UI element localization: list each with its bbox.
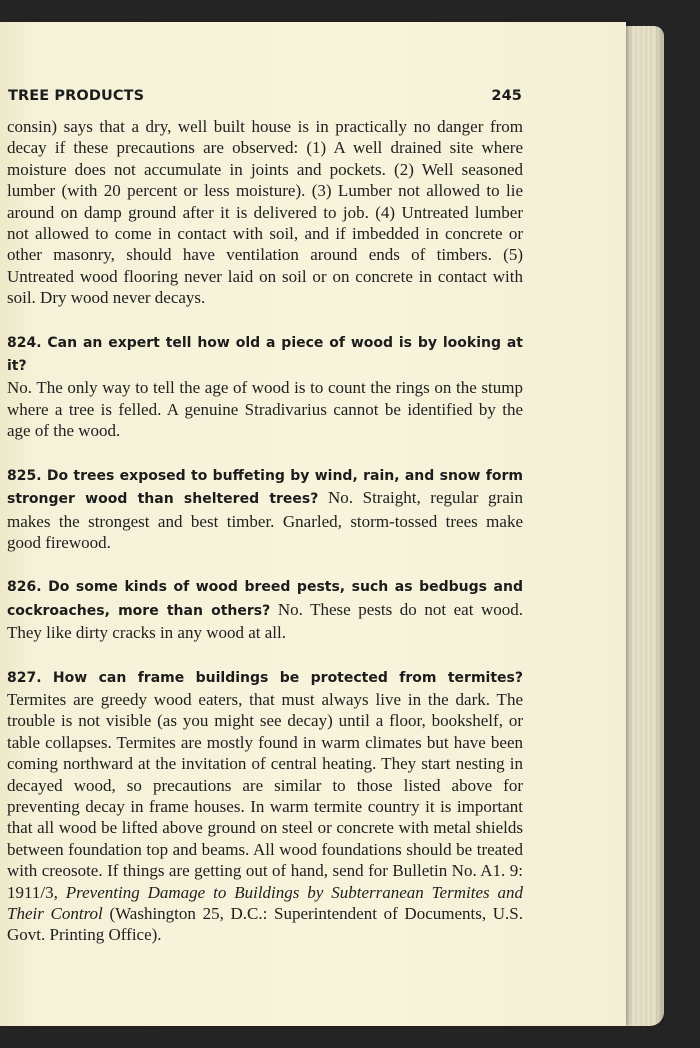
answer-825: No. Straight, regular grain makes the strongest and best timber. Gnarled, storm-tossed trees make good firewood.: [7, 488, 523, 552]
intro-paragraph: consin) says that a dry, well built house is in practically no danger from decay if these precautions are observed: (1) A well drained site where moisture does not accumulate in joints and pockets. (2) Well seasoned lumber (with 20 percent or less moisture). (3) Lumber not allowed to lie around on damp ground after it is delivered to job. (4) Untreated lumber not allowed to come in contact with soil, and if imbedded in concrete or other masonry, should have ventilation around ends of timbers. (5) Untreated wood flooring never laid on soil or on concrete in contact with soil. Dry wood never decays.: [7, 117, 523, 308]
answer-826: No. These pests do not eat wood. They like dirty cracks in any wood at all.: [7, 599, 524, 643]
page-body: [7, 116, 523, 946]
citation-publisher: (Washington 25, D.C.: Superintendent of Documents, U.S. Govt. Printing Office).: [7, 904, 523, 945]
qa-827: [7, 666, 523, 946]
question-824: 824. Can an expert tell how old a piece of wood is by looking at it?: [7, 334, 523, 375]
question-826: 826. Do some kinds of wood breed pests, such as bedbugs and cockroaches, more than others?: [7, 579, 523, 619]
running-head: [8, 88, 522, 104]
citation-title: Preventing Damage to Buildings by Subterranean Termites and Their Control: [7, 882, 523, 923]
qa-825: [7, 464, 523, 554]
question-825: 825. Do trees exposed to buffeting by wind, rain, and snow form stronger wood than sheltered trees?: [7, 467, 523, 508]
answer-827: Termites are greedy wood eaters, that must always live in the dark. The trouble is not visible (as you might see decay) until a floor, bookshelf, or table collapses. Termites are mostly found in warm climates but have been coming northward at the invitation of central heating. They start nesting in decayed wood, so precautions are similar to those listed above for preventing decay in frame houses. In warm termite country it is important that all wood be lifted above ground on steel or concrete with metal shields between foundation top and beams. All wood foundations should be treated with creosote. If things are getting out of hand, send for Bulletin No. A1. 9: 1911/3,: [7, 689, 523, 902]
page-number: 245: [491, 88, 522, 104]
answer-824: No. The only way to tell the age of wood is to count the rings on the stump where a tree is felled. A genuine Stradivarius cannot be identified by the age of the wood.: [7, 378, 523, 441]
section-title: TREE PRODUCTS: [8, 88, 145, 104]
qa-826: [7, 575, 523, 643]
question-827: 827. How can frame buildings be protected from termites?: [7, 669, 523, 686]
qa-824: [7, 331, 523, 442]
